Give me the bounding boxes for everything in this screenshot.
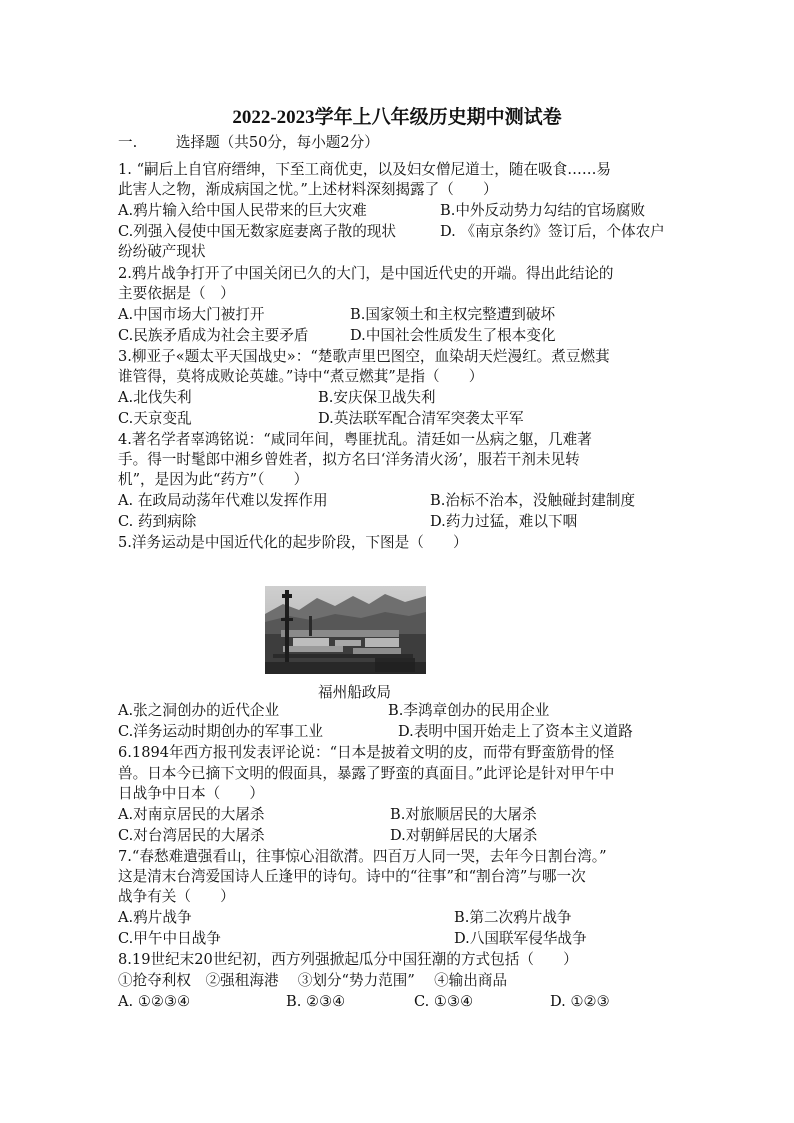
q3-option-c: C.天京变乱 bbox=[118, 410, 192, 427]
q4-stem-line-2: 手。得一时髦郎中湘乡曾姓者，拟方名曰‘洋务清火汤’，服若干剂未见转 bbox=[118, 451, 580, 468]
q8-option-d: D. ①②③ bbox=[550, 993, 610, 1010]
q3-option-b: B.安庆保卫战失利 bbox=[318, 389, 436, 406]
q1-option-a: A.鸦片输入给中国人民带来的巨大灾难 bbox=[118, 202, 367, 219]
section-heading bbox=[118, 133, 379, 153]
section-label: 选择题（共50分，每小题2分） bbox=[175, 134, 379, 151]
q4-option-b: B.治标不治本，没触碰封建制度 bbox=[430, 492, 636, 509]
q1-option-d: D. 《南京条约》签订后，个体农户 bbox=[440, 223, 665, 240]
q3-stem-line-2: 谁管得，莫将成败论英雄。”诗中“煮豆燃萁”是指（ ） bbox=[118, 368, 484, 385]
q6-option-c: C.对台湾居民的大屠杀 bbox=[118, 827, 265, 844]
q4-option-c: C. 药到病除 bbox=[118, 513, 197, 530]
q4-stem-line-1: 4.著名学者辜鸿铭说：“咸同年间，粤匪扰乱。清廷如一丛病之躯，几难著 bbox=[118, 431, 592, 448]
q8-stem: 8.19世纪末20世纪初，西方列强掀起瓜分中国狂潮的方式包括（ ） bbox=[118, 951, 578, 968]
q5-stem: 5.洋务运动是中国近代化的起步阶段，下图是（ ） bbox=[118, 534, 468, 551]
q8-items: ①抢夺利权 ②强租海港 ③划分“势力范围” ④输出商品 bbox=[118, 972, 508, 989]
q6-stem-line-2: 兽。日本今已摘下文明的假面具，暴露了野蛮的真面目。”此评论是针对甲午中 bbox=[118, 765, 615, 782]
q6-option-a: A.对南京居民的大屠杀 bbox=[118, 806, 265, 823]
q8-option-b: B. ②③④ bbox=[286, 993, 346, 1010]
q7-stem-line-3: 战争有关（ ） bbox=[118, 888, 235, 905]
q7-option-a: A.鸦片战争 bbox=[118, 909, 192, 926]
q4-option-d: D.药力过猛，难以下咽 bbox=[430, 513, 578, 530]
q5-option-a: A.张之洞创办的近代企业 bbox=[118, 702, 280, 719]
q1-option-d-continued: 纷纷破产现状 bbox=[118, 243, 206, 260]
q7-stem-line-2: 这是清末台湾爱国诗人丘逢甲的诗句。诗中的“往事”和“割台湾”与哪一次 bbox=[118, 868, 586, 885]
q3-stem-line-1: 3.柳亚子«题太平天国战史»：“楚歌声里巴图空，血染胡天烂漫红。煮豆燃萁 bbox=[118, 348, 610, 365]
q7-option-b: B.第二次鸦片战争 bbox=[454, 909, 572, 926]
q5-option-d: D.表明中国开始走上了资本主义道路 bbox=[398, 723, 633, 740]
q4-stem-line-3: 机”，是因为此“药方”（ ） bbox=[118, 471, 309, 488]
fuzhou-shipyard-photo bbox=[265, 586, 426, 674]
photo-caption: 福州船政局 bbox=[318, 684, 391, 701]
q1-stem-line-2: 此害人之物，渐成病国之忧。”上述材料深刻揭露了（ ） bbox=[118, 181, 498, 198]
q2-stem-line-2: 主要依据是（ ） bbox=[118, 285, 235, 302]
q6-option-b: B.对旅顺居民的大屠杀 bbox=[390, 806, 537, 823]
q3-option-d: D.英法联军配合清军突袭太平军 bbox=[318, 410, 524, 427]
exam-title: 2022-2023学年上八年级历史期中测试卷 bbox=[232, 107, 562, 128]
q6-stem-line-3: 日战争中日本（ ） bbox=[118, 785, 264, 802]
q6-stem-line-1: 6.1894年西方报刊发表评论说：“日本是披着文明的皮，而带有野蛮筋骨的怪 bbox=[118, 744, 615, 761]
q1-option-c: C.列强入侵使中国无数家庭妻离子散的现状 bbox=[118, 223, 396, 240]
q2-option-a: A.中国市场大门被打开 bbox=[118, 306, 265, 323]
q4-option-a: A. 在政局动荡年代难以发挥作用 bbox=[118, 492, 328, 509]
q8-option-a: A. ①②③④ bbox=[118, 993, 191, 1010]
q2-option-c: C.民族矛盾成为社会主要矛盾 bbox=[118, 327, 309, 344]
q7-option-d: D.八国联军侵华战争 bbox=[454, 930, 587, 947]
q2-stem-line-1: 2.鸦片战争打开了中国关闭已久的大门，是中国近代史的开端。得出此结论的 bbox=[118, 265, 614, 282]
section-number: 一. bbox=[118, 134, 138, 151]
q1-option-b: B.中外反动势力勾结的官场腐败 bbox=[440, 202, 646, 219]
q3-option-a: A.北伐失利 bbox=[118, 389, 192, 406]
q8-option-c: C. ①③④ bbox=[414, 993, 474, 1010]
q6-option-d: D.对朝鲜居民的大屠杀 bbox=[390, 827, 538, 844]
q1-stem-line-1: 1. “嗣后上自官府缙绅，下至工商优吏，以及妇女僧尼道士，随在吸食……易 bbox=[118, 161, 612, 178]
q2-option-b: B.国家领土和主权完整遭到破坏 bbox=[350, 306, 556, 323]
q5-option-b: B.李鸿章创办的民用企业 bbox=[388, 702, 550, 719]
q5-option-c: C.洋务运动时期创办的军事工业 bbox=[118, 723, 324, 740]
q2-option-d: D.中国社会性质发生了根本变化 bbox=[350, 327, 556, 344]
q7-option-c: C.甲午中日战争 bbox=[118, 930, 221, 947]
q7-stem-line-1: 7.“春愁难遣强看山，往事惊心泪欲潸。四百万人同一哭，去年今日割台湾。” bbox=[118, 848, 607, 865]
